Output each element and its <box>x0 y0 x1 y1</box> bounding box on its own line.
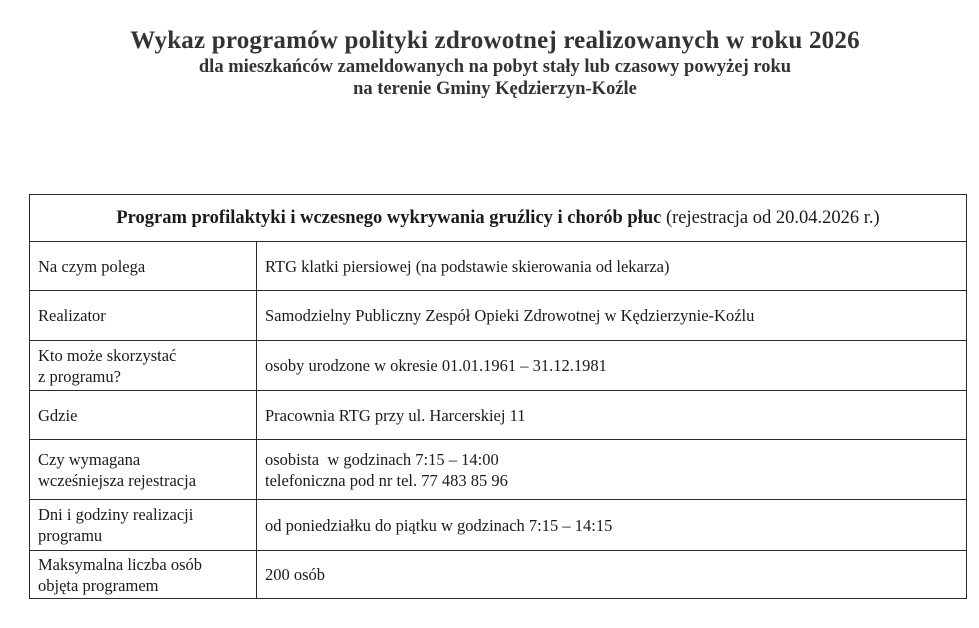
row-label <box>30 551 257 599</box>
table-row <box>30 242 967 291</box>
row-label <box>30 391 257 440</box>
table-row <box>30 551 967 599</box>
row-value-line: od poniedziałku do piątku w godzinach 7:15 – 14:15 <box>265 515 613 535</box>
row-value <box>257 391 967 440</box>
document-subtitle-line-2: na terenie Gminy Kędzierzyn-Koźle <box>353 79 637 99</box>
row-label-line: objęta programem <box>38 575 159 595</box>
row-label-line: programu <box>38 526 103 545</box>
table-row <box>30 500 967 551</box>
row-label-line: wcześniejsza rejestracja <box>38 470 197 490</box>
row-value-line: osobista w godzinach 7:15 – 14:00 <box>265 449 499 469</box>
program-registration-note: (rejestracja od 20.04.2026 r.) <box>665 207 880 228</box>
row-label-line: Maksymalna liczba osób <box>38 554 203 574</box>
row-value <box>257 341 967 391</box>
row-value <box>257 291 967 341</box>
row-value-line: Samodzielny Publiczny Zespół Opieki Zdrowotnej w Kędzierzynie-Koźlu <box>265 306 755 325</box>
document-title: Wykaz programów polityki zdrowotnej realizowanych w roku 2026 <box>130 27 860 54</box>
row-label <box>30 440 257 500</box>
program-table <box>29 194 967 599</box>
document-subtitle-line-1: dla mieszkańców zameldowanych na pobyt stały lub czasowy powyżej roku <box>198 57 792 77</box>
row-label-line: Czy wymagana <box>38 449 141 469</box>
row-label-line: Na czym polega <box>38 256 146 276</box>
row-value <box>257 242 967 291</box>
program-caption <box>30 195 967 242</box>
program-name: Program profilaktyki i wczesnego wykrywania gruźlicy i chorób płuc <box>116 207 662 228</box>
row-label-line: Gdzie <box>38 405 78 425</box>
row-label-line: Kto może skorzystać <box>38 345 177 365</box>
row-value-line: Pracownia RTG przy ul. Harcerskiej 11 <box>265 405 526 425</box>
row-label <box>30 242 257 291</box>
row-label <box>30 291 257 341</box>
row-label-line: Dni i godziny realizacji <box>38 505 194 524</box>
row-value-line: osoby urodzone w okresie 01.01.1961 – 31.12.1981 <box>265 356 607 375</box>
table-row <box>30 341 967 391</box>
program-caption-row <box>30 195 967 242</box>
row-value <box>257 551 967 599</box>
row-label <box>30 500 257 551</box>
table-row <box>30 440 967 500</box>
row-label-line: z programu? <box>38 366 121 386</box>
row-value-line: 200 osób <box>265 565 326 584</box>
table-row <box>30 391 967 440</box>
row-value <box>257 500 967 551</box>
row-value <box>257 440 967 500</box>
row-value-line: RTG klatki piersiowej (na podstawie skierowania od lekarza) <box>265 256 670 276</box>
document-header <box>0 26 979 100</box>
row-label-line: Realizator <box>38 306 106 325</box>
row-value-line: telefoniczna pod nr tel. 77 483 85 96 <box>265 470 508 490</box>
row-label <box>30 341 257 391</box>
table-row <box>30 291 967 341</box>
